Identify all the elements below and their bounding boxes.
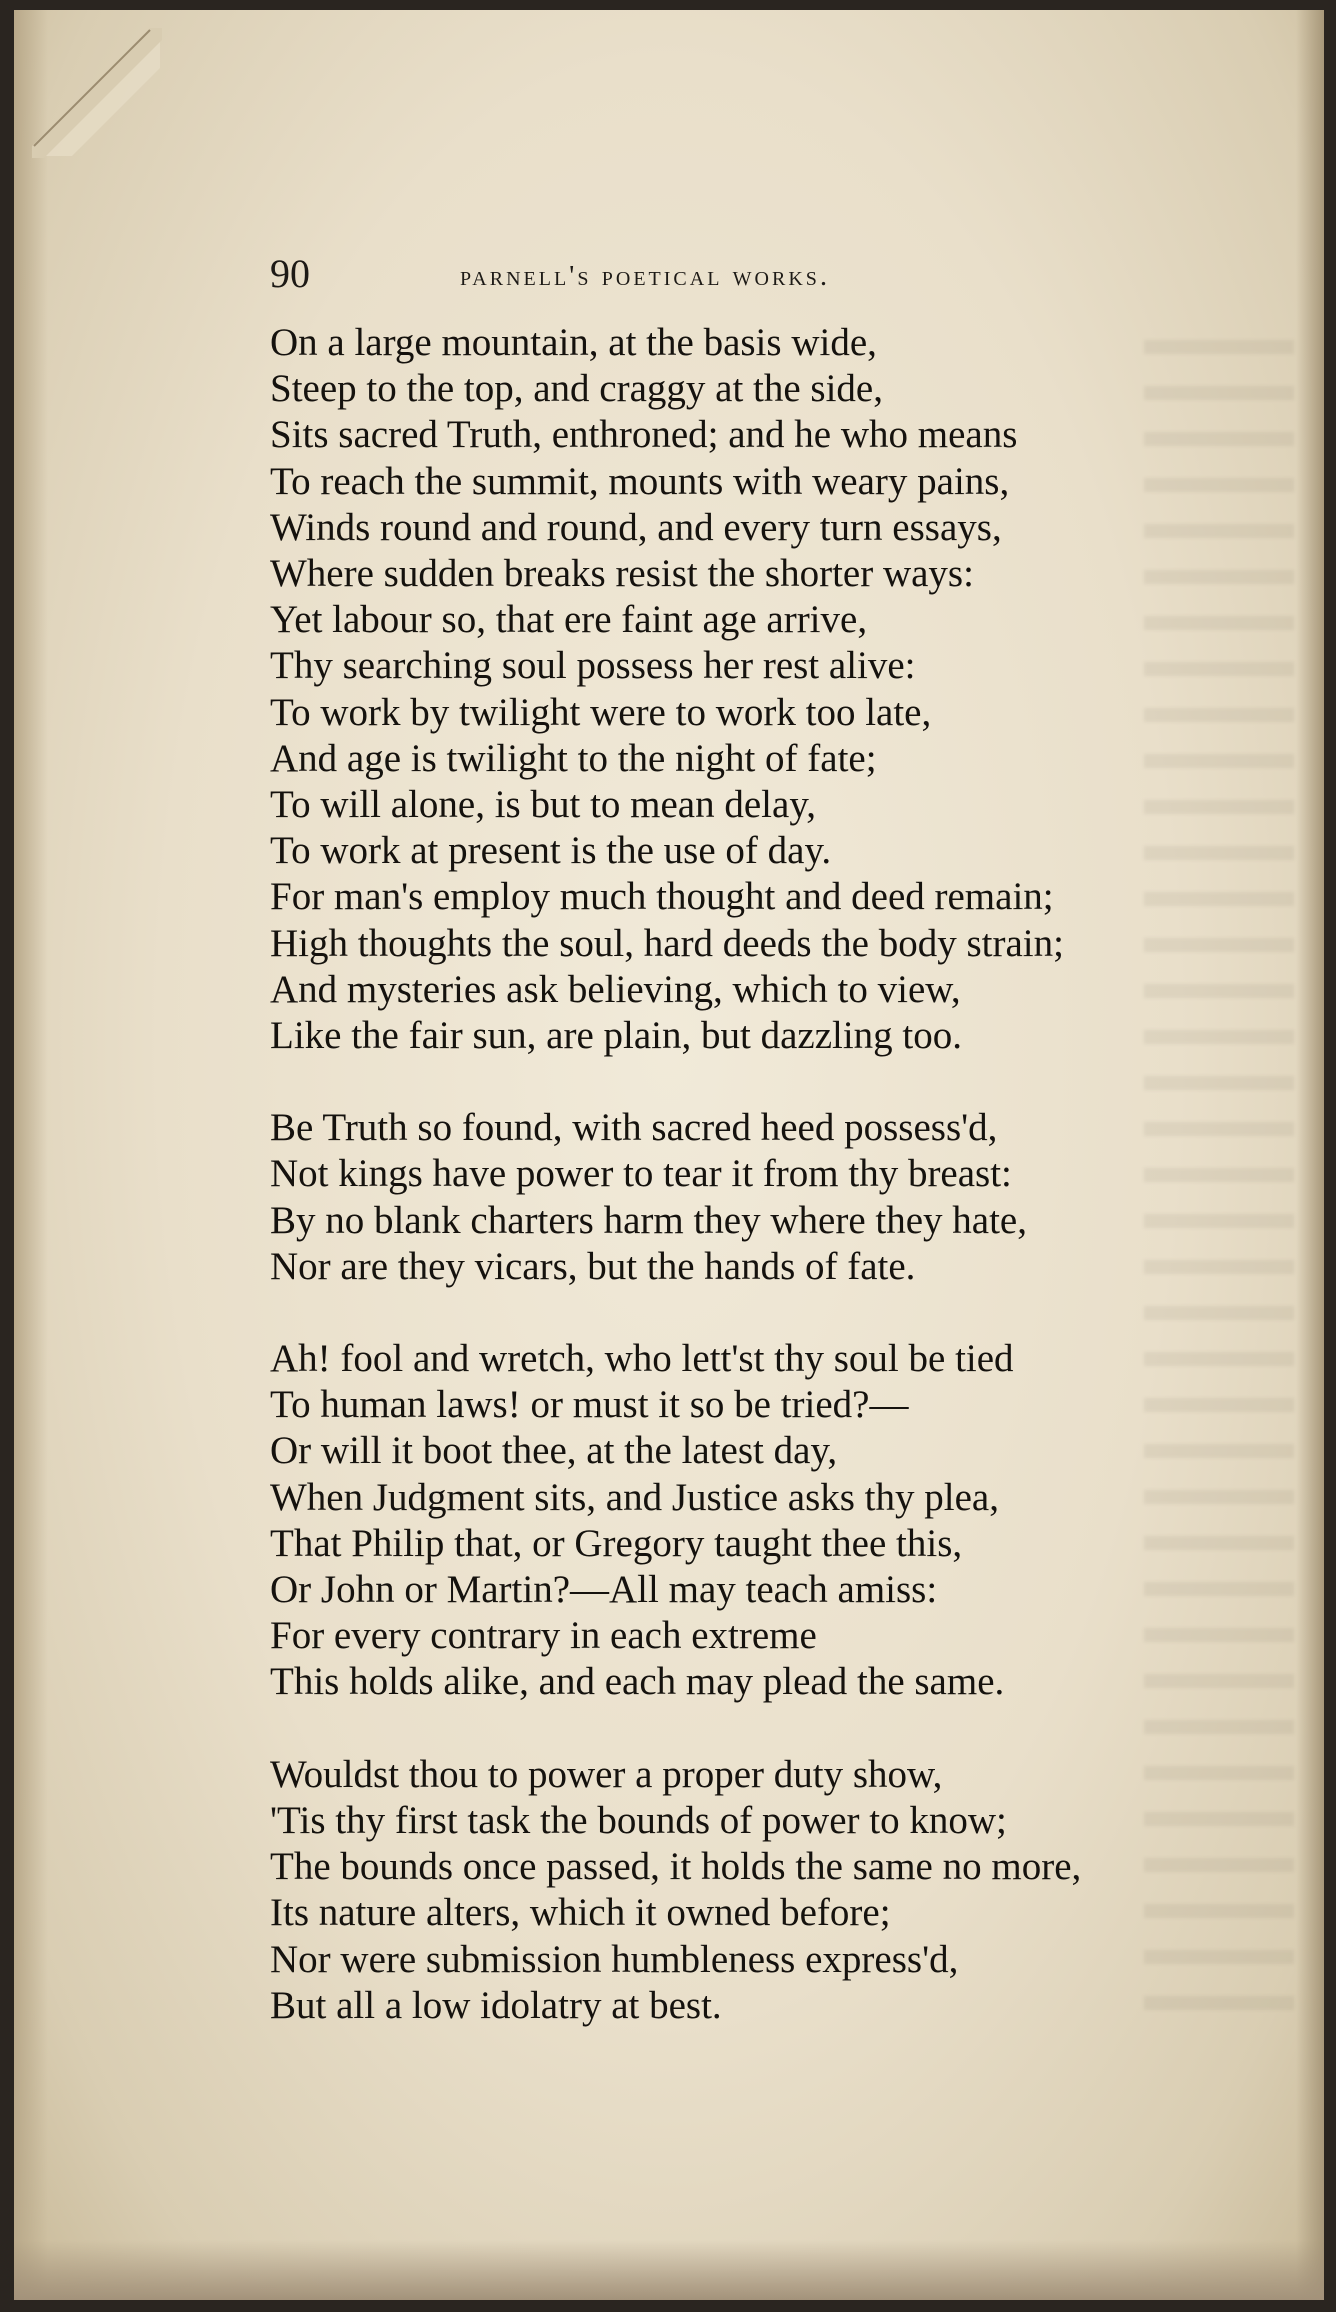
- verse-line: Not kings have power to tear it from thy breast:: [270, 1152, 1012, 1196]
- verse-line: Nor were submission humbleness express'd,: [270, 1937, 959, 1981]
- verse-line: And mysteries ask believing, which to view,: [270, 967, 961, 1011]
- verse-line: This holds alike, and each may plead the same.: [270, 1660, 1005, 1704]
- verse-line: And age is twilight to the night of fate;: [270, 736, 877, 780]
- verse-line: To human laws! or must it so be tried?—: [270, 1383, 909, 1427]
- verse-line: Its nature alters, which it owned before;: [270, 1891, 891, 1935]
- verse-line: By no blank charters harm they where they hate,: [270, 1198, 1027, 1242]
- stanza: [270, 1752, 1270, 2029]
- verse-line: Yet labour so, that ere faint age arrive,: [270, 598, 868, 642]
- verse-line: Like the fair sun, are plain, but dazzling too.: [270, 1014, 963, 1058]
- poem-text: [270, 320, 1270, 2075]
- verse-line: For man's employ much thought and deed remain;: [270, 875, 1054, 919]
- verse-line: Nor are they vicars, but the hands of fate.: [270, 1244, 916, 1288]
- verse-line: To will alone, is but to mean delay,: [270, 783, 817, 827]
- verse-line: 'Tis thy first task the bounds of power to know;: [270, 1798, 1007, 1842]
- verse-line: High thoughts the soul, hard deeds the body strain;: [270, 921, 1064, 965]
- verse-line: But all a low idolatry at best.: [270, 1983, 722, 2027]
- verse-line: To reach the summit, mounts with weary pains,: [270, 459, 1010, 503]
- page-edge-shadow-right: [1296, 10, 1324, 2300]
- verse-line: Sits sacred Truth, enthroned; and he who means: [270, 413, 1018, 457]
- verse-line: Or John or Martin?—All may teach amiss:: [270, 1568, 938, 1612]
- verse-line: Wouldst thou to power a proper duty show,: [270, 1752, 943, 1796]
- verse-line: Thy searching soul possess her rest alive:: [270, 644, 916, 688]
- page-edge-shadow-left: [14, 10, 48, 2300]
- verse-line: Where sudden breaks resist the shorter ways:: [270, 552, 974, 596]
- book-page: [14, 10, 1324, 2300]
- verse-line: To work at present is the use of day.: [270, 829, 832, 873]
- verse-line: For every contrary in each extreme: [270, 1614, 817, 1658]
- verse-line: On a large mountain, at the basis wide,: [270, 321, 877, 364]
- folded-corner: [32, 28, 162, 158]
- stanza: [270, 1336, 1270, 1706]
- page-number: 90: [270, 251, 310, 296]
- verse-line: The bounds once passed, it holds the same no more,: [270, 1845, 1082, 1889]
- verse-line: When Judgment sits, and Justice asks thy plea,: [270, 1475, 999, 1519]
- stanza: [270, 1105, 1270, 1290]
- verse-line: To work by twilight were to work too late,: [270, 690, 932, 734]
- verse-line: Winds round and round, and every turn essays,: [270, 505, 1002, 549]
- page-header: [260, 250, 1080, 310]
- verse-line: Ah! fool and wretch, who lett'st thy soul be tied: [270, 1337, 1014, 1381]
- verse-line: That Philip that, or Gregory taught thee this,: [270, 1521, 963, 1565]
- running-title: parnell's poetical works.: [460, 260, 831, 292]
- page-edge-shadow-bottom: [14, 2240, 1324, 2300]
- verse-line: Be Truth so found, with sacred heed possess'd,: [270, 1106, 998, 1150]
- verse-line: Or will it boot thee, at the latest day,: [270, 1429, 838, 1473]
- stanza: [270, 320, 1270, 1059]
- verse-line: Steep to the top, and craggy at the side,: [270, 367, 883, 411]
